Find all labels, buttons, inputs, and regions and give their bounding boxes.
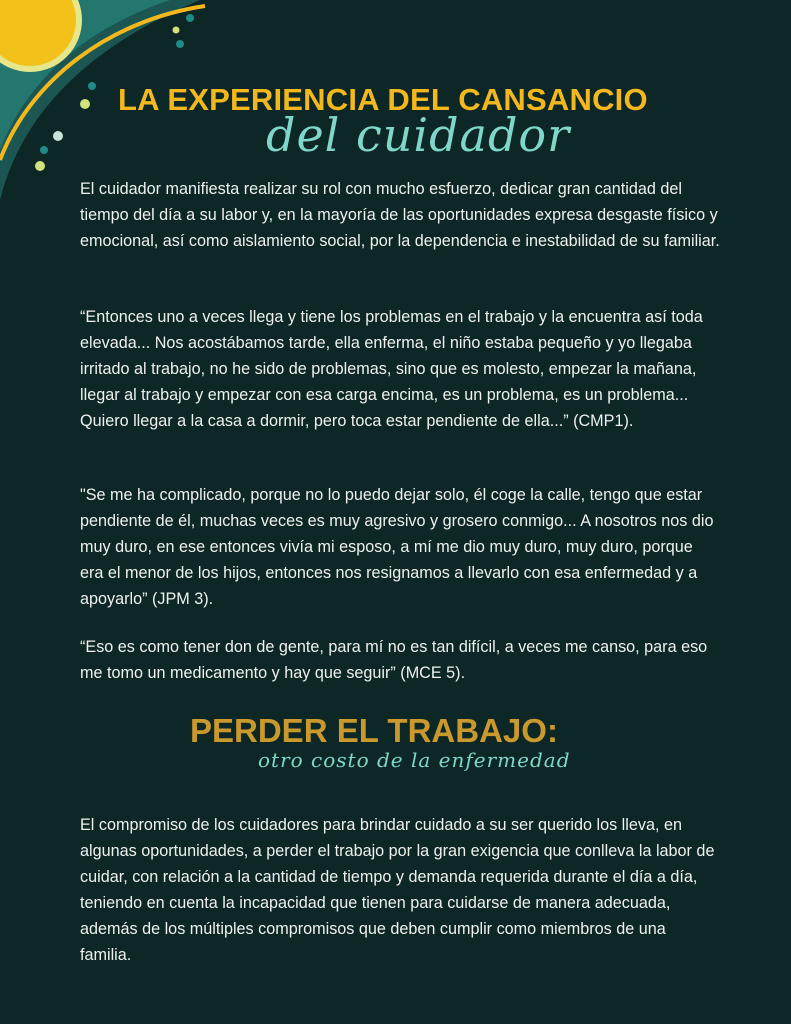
section2-subtitle: otro costo de la enfermedad <box>258 748 571 772</box>
quote-paragraph-jpm3: "Se me ha complicado, porque no lo puedo dejar solo, él coge la calle, tengo que estar pendiente de él, muchas veces es muy agresivo y grosero conmigo... A nosotros nos dio muy duro, en ese entonces vivía mi esposo, a mí me dio muy duro, muy duro, porque era el menor de los hijos, entonces nos resignamos a llevarlo con esa enfermedad y a apoyarlo” (JPM 3). <box>80 486 714 608</box>
intro-paragraph: El cuidador manifiesta realizar su rol con mucho esfuerzo, dedicar gran cantidad del tiempo del día a su labor y, en la mayoría de las oportunidades expresa desgaste físico y emocional, así como aislamiento social, por la dependencia e inestabilidad de su familiar. <box>80 180 720 250</box>
quote-paragraph-mce5: “Eso es como tener don de gente, para mí no es tan difícil, a veces me canso, para eso me tomo un medicamento y hay que seguir” (MCE 5). <box>80 638 708 682</box>
section-subtitle: del cuidador <box>266 108 571 162</box>
section2-title: PERDER EL TRABAJO: <box>190 712 558 749</box>
section-title: LA EXPERIENCIA DEL CANSANCIO <box>118 82 648 117</box>
section2-paragraph: El compromiso de los cuidadores para brindar cuidado a su ser querido los lleva, en algunas oportunidades, a perder el trabajo por la gran exigencia que conlleva la labor de cuidar, con relación a la cantidad de tiempo y demanda requerida durante el día a día, teniendo en cuenta la incapacidad que tienen para cuidarse de manera adecuada, además de los múltiples compromisos que deben cumplir como miembros de una familia. <box>80 816 715 964</box>
quote-paragraph-cmp1: “Entonces uno a veces llega y tiene los problemas en el trabajo y la encuentra así toda elevada... Nos acostábamos tarde, ella enferma, el niño estaba pequeño y yo llegaba irritado al trabajo, no he sido de problemas, sino que es molesto, empezar la mañana, llegar al trabajo y empezar con esa carga encima, es un problema, es un problema... Quiero llegar a la casa a dormir, pero toca estar pendiente de ella...” (CMP1). <box>80 308 703 430</box>
